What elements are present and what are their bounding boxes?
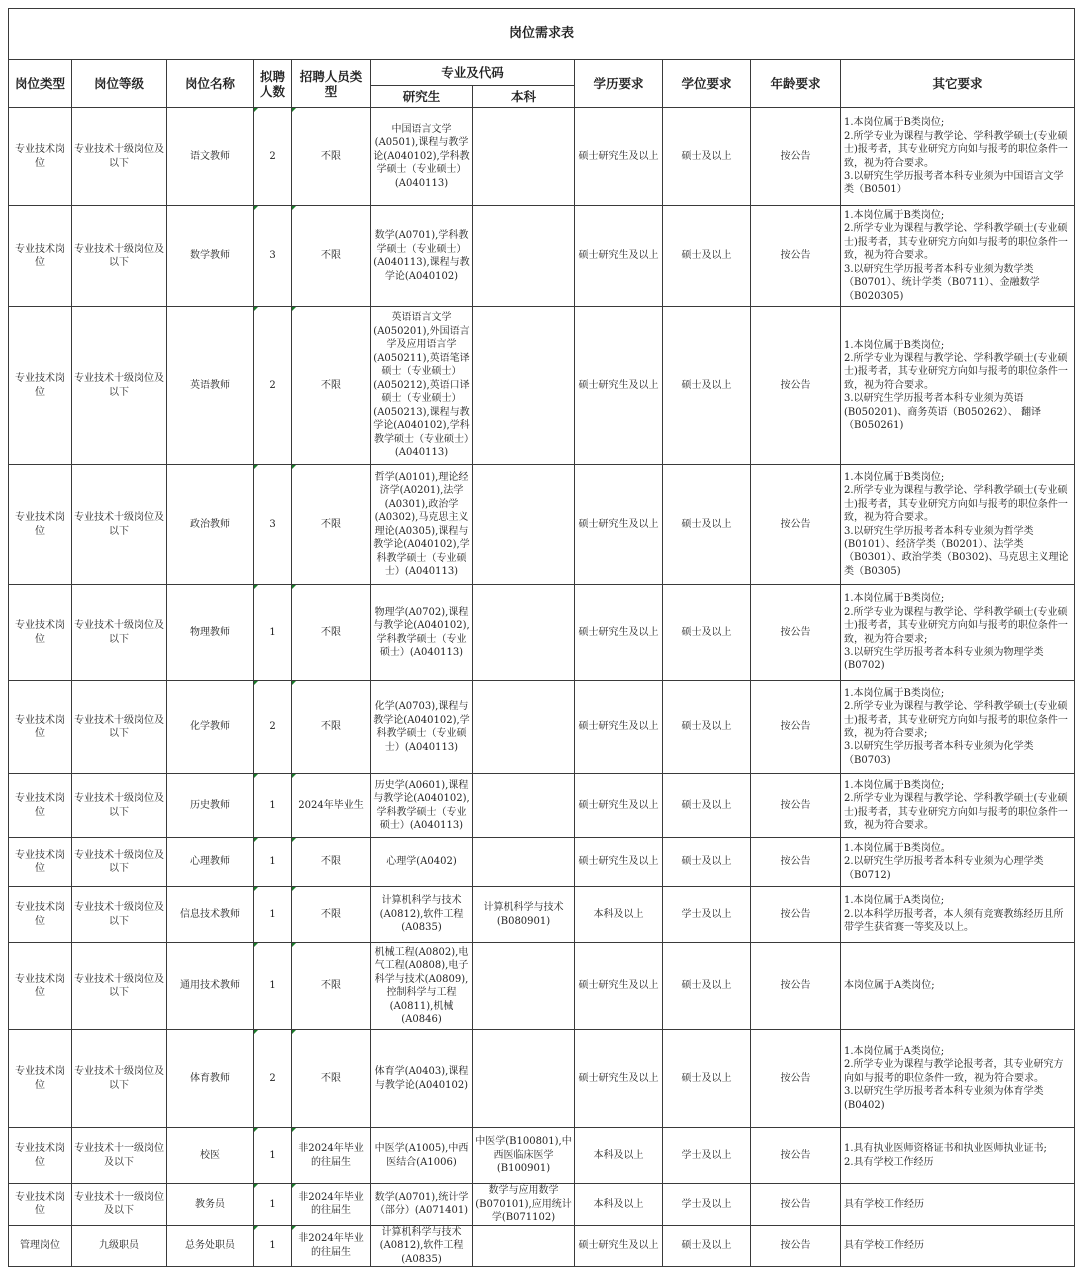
cell-count: 1 (254, 1184, 292, 1226)
cell-education: 硕士研究生及以上 (575, 774, 663, 838)
cell-other: 1.本岗位属于B类岗位; 2.所学专业为课程与教学论、学科教学硕士(专业硕士)报考者，其专业研究方向如与报考的职位条件一致，视为符合要求。 3.以研究生学历报考者本科专业须为数学类（B0701）、统计学类（B0711）、金融数学（B020305) (841, 206, 1075, 307)
cell-level: 专业技术十级岗位及以下 (72, 774, 167, 838)
cell-type: 专业技术岗位 (9, 1128, 72, 1184)
header-education: 学历要求 (575, 60, 663, 108)
header-age: 年龄要求 (751, 60, 841, 108)
table-row (9, 1030, 1075, 1128)
cell-degree: 学士及以上 (663, 887, 751, 943)
header-undergrad: 本科 (473, 86, 575, 108)
cell-name: 英语教师 (167, 307, 254, 465)
cell-name: 历史教师 (167, 774, 254, 838)
table-title: 岗位需求表 (9, 9, 1075, 60)
cell-graduate-major: 哲学(A0101),理论经济学(A0201),法学(A0301),政治学(A0302),马克思主义理论(A0305),课程与教学论(A040102),学科教学硕士（专业硕士）(A040113) (371, 465, 473, 585)
cell-type: 专业技术岗位 (9, 887, 72, 943)
cell-age: 按公告 (751, 943, 841, 1030)
job-requirements-sheet (8, 8, 1074, 1267)
cell-age: 按公告 (751, 585, 841, 681)
cell-education: 硕士研究生及以上 (575, 1030, 663, 1128)
cell-education: 本科及以上 (575, 1128, 663, 1184)
cell-level: 专业技术十级岗位及以下 (72, 681, 167, 774)
cell-count: 1 (254, 943, 292, 1030)
cell-graduate-major: 物理学(A0702),课程与教学论(A040102),学科教学硕士（专业硕士）(A040113) (371, 585, 473, 681)
cell-degree: 硕士及以上 (663, 1030, 751, 1128)
cell-education: 硕士研究生及以上 (575, 838, 663, 887)
table-row (9, 1225, 1075, 1267)
cell-graduate-major: 历史学(A0601),课程与教学论(A040102),学科教学硕士（专业硕士）(A040113) (371, 774, 473, 838)
cell-undergrad-major (473, 465, 575, 585)
header-name: 岗位名称 (167, 60, 254, 108)
cell-graduate-major: 英语语言文学(A050201),外国语言学及应用语言学(A050211),英语笔译硕士（专业硕士）(A050212),英语口译硕士（专业硕士）(A050213),课程与教学论(A040102),学科教学硕士（专业硕士）(A040113) (371, 307, 473, 465)
cell-type: 专业技术岗位 (9, 1030, 72, 1128)
cell-degree: 硕士及以上 (663, 465, 751, 585)
cell-type: 专业技术岗位 (9, 838, 72, 887)
table-row (9, 774, 1075, 838)
cell-level: 专业技术十级岗位及以下 (72, 1030, 167, 1128)
cell-type: 专业技术岗位 (9, 1184, 72, 1226)
cell-count: 1 (254, 1225, 292, 1267)
cell-degree: 硕士及以上 (663, 681, 751, 774)
cell-education: 本科及以上 (575, 887, 663, 943)
header-category: 招聘人员类型 (292, 60, 371, 108)
cell-other: 1.本岗位属于A类岗位; 2.以本科学历报考者，本人须有竞赛教练经历且所带学生获省赛一等奖及以上。 (841, 887, 1075, 943)
cell-category: 不限 (292, 681, 371, 774)
cell-category: 不限 (292, 465, 371, 585)
cell-name: 体育教师 (167, 1030, 254, 1128)
cell-count: 2 (254, 307, 292, 465)
cell-level: 专业技术十级岗位及以下 (72, 943, 167, 1030)
cell-education: 硕士研究生及以上 (575, 307, 663, 465)
cell-category: 不限 (292, 206, 371, 307)
cell-category: 2024年毕业生 (292, 774, 371, 838)
cell-category: 非2024年毕业的往届生 (292, 1128, 371, 1184)
cell-level: 专业技术十级岗位及以下 (72, 206, 167, 307)
table-row (9, 585, 1075, 681)
cell-other: 1.本岗位属于B类岗位; 2.所学专业为课程与教学论、学科教学硕士(专业硕士)报考者，其专业研究方向如与报考的职位条件一致，视为符合要求; 3.以研究生学历报考者本科专业须为化学类（B0703) (841, 681, 1075, 774)
cell-age: 按公告 (751, 1030, 841, 1128)
cell-education: 本科及以上 (575, 1184, 663, 1226)
cell-undergrad-major (473, 774, 575, 838)
cell-other: 1.本岗位属于B类岗位; 2.所学专业为课程与教学论、学科教学硕士(专业硕士)报考者，其专业研究方向如与报考的职位条件一致，视为符合要求。 3.以研究生学历报考者本科专业须为哲学类(B0101）、经济学类（B0201）、法学类（B0301）、政治学类（B0302)、马克思主义理论类（B0305) (841, 465, 1075, 585)
cell-count: 1 (254, 585, 292, 681)
cell-undergrad-major (473, 585, 575, 681)
cell-count: 1 (254, 774, 292, 838)
header-major-group: 专业及代码 (371, 60, 575, 86)
cell-undergrad-major (473, 943, 575, 1030)
cell-type: 专业技术岗位 (9, 943, 72, 1030)
cell-degree: 硕士及以上 (663, 206, 751, 307)
cell-level: 专业技术十级岗位及以下 (72, 585, 167, 681)
cell-degree: 硕士及以上 (663, 307, 751, 465)
cell-graduate-major: 体育学(A0403),课程与教学论(A040102) (371, 1030, 473, 1128)
cell-education: 硕士研究生及以上 (575, 108, 663, 206)
cell-level: 专业技术十级岗位及以下 (72, 108, 167, 206)
cell-degree: 硕士及以上 (663, 108, 751, 206)
header-count: 拟聘人数 (254, 60, 292, 108)
header-graduate: 研究生 (371, 86, 473, 108)
cell-category: 非2024年毕业的往届生 (292, 1225, 371, 1267)
table-row (9, 1128, 1075, 1184)
cell-type: 专业技术岗位 (9, 108, 72, 206)
cell-age: 按公告 (751, 1184, 841, 1226)
cell-count: 2 (254, 681, 292, 774)
cell-undergrad-major: 中医学(B100801),中西医临床医学(B100901) (473, 1128, 575, 1184)
cell-degree: 学士及以上 (663, 1128, 751, 1184)
cell-level: 专业技术十级岗位及以下 (72, 887, 167, 943)
cell-level: 专业技术十级岗位及以下 (72, 465, 167, 585)
cell-other: 1.本岗位属于A类岗位; 2.所学专业为课程与教学论报考者，其专业研究方向如与报考的职位条件一致，视为符合要求。 3.以研究生学历报考者本科专业须为体育学类(B0402) (841, 1030, 1075, 1128)
cell-name: 数学教师 (167, 206, 254, 307)
table-row (9, 206, 1075, 307)
cell-graduate-major: 中国语言文学(A0501),课程与教学论(A040102),学科教学硕士（专业硕士）(A040113) (371, 108, 473, 206)
cell-other: 1.本岗位属于B类岗位; 2.所学专业为课程与教学论、学科教学硕士(专业硕士)报考者，其专业研究方向如与报考的职位条件一致，视为符合要求。 3.以研究生学历报考者本科专业须为中国语言文学类（B0501） (841, 108, 1075, 206)
cell-count: 1 (254, 887, 292, 943)
cell-name: 物理教师 (167, 585, 254, 681)
table-row (9, 307, 1075, 465)
cell-graduate-major: 心理学(A0402) (371, 838, 473, 887)
cell-undergrad-major (473, 1030, 575, 1128)
cell-category: 不限 (292, 585, 371, 681)
table-row (9, 108, 1075, 206)
cell-name: 心理教师 (167, 838, 254, 887)
cell-type: 专业技术岗位 (9, 206, 72, 307)
cell-category: 非2024年毕业的往届生 (292, 1184, 371, 1226)
cell-age: 按公告 (751, 887, 841, 943)
cell-name: 校医 (167, 1128, 254, 1184)
table-row (9, 465, 1075, 585)
cell-count: 3 (254, 465, 292, 585)
cell-count: 2 (254, 1030, 292, 1128)
cell-category: 不限 (292, 943, 371, 1030)
cell-undergrad-major (473, 681, 575, 774)
cell-level: 专业技术十级岗位及以下 (72, 307, 167, 465)
cell-count: 1 (254, 1128, 292, 1184)
table-row (9, 838, 1075, 887)
cell-age: 按公告 (751, 206, 841, 307)
cell-other: 具有学校工作经历 (841, 1225, 1075, 1267)
cell-education: 硕士研究生及以上 (575, 1225, 663, 1267)
cell-undergrad-major: 计算机科学与技术(B080901) (473, 887, 575, 943)
cell-type: 专业技术岗位 (9, 681, 72, 774)
cell-level: 专业技术十一级岗位及以下 (72, 1184, 167, 1226)
cell-graduate-major: 数学(A0701),统计学（部分）(A071401) (371, 1184, 473, 1226)
cell-other: 1.具有执业医师资格证书和执业医师执业证书; 2.具有学校工作经历 (841, 1128, 1075, 1184)
cell-age: 按公告 (751, 1225, 841, 1267)
cell-undergrad-major (473, 307, 575, 465)
cell-undergrad-major (473, 1225, 575, 1267)
cell-undergrad-major (473, 108, 575, 206)
cell-type: 管理岗位 (9, 1225, 72, 1267)
cell-degree: 硕士及以上 (663, 774, 751, 838)
cell-name: 通用技术教师 (167, 943, 254, 1030)
cell-undergrad-major (473, 206, 575, 307)
cell-other: 本岗位属于A类岗位; (841, 943, 1075, 1030)
cell-age: 按公告 (751, 307, 841, 465)
cell-name: 政治教师 (167, 465, 254, 585)
cell-graduate-major: 化学(A0703),课程与教学论(A040102),学科教学硕士（专业硕士）(A040113) (371, 681, 473, 774)
table-row (9, 887, 1075, 943)
cell-other: 1.本岗位属于B类岗位; 2.所学专业为课程与教学论、学科教学硕士(专业硕士)报考者，其专业研究方向如与报考的职位条件一致，视为符合要求; 3.以研究生学历报考者本科专业须为物理学类(B0702) (841, 585, 1075, 681)
table-row (9, 1184, 1075, 1226)
cell-graduate-major: 计算机科学与技术(A0812),软件工程(A0835) (371, 887, 473, 943)
cell-type: 专业技术岗位 (9, 774, 72, 838)
cell-education: 硕士研究生及以上 (575, 681, 663, 774)
cell-category: 不限 (292, 307, 371, 465)
cell-other: 1.本岗位属于B类岗位。 2.以研究生学历报考者本科专业须为心理学类（B0712) (841, 838, 1075, 887)
cell-education: 硕士研究生及以上 (575, 206, 663, 307)
cell-other: 具有学校工作经历 (841, 1184, 1075, 1226)
cell-degree: 硕士及以上 (663, 585, 751, 681)
header-level: 岗位等级 (72, 60, 167, 108)
cell-education: 硕士研究生及以上 (575, 943, 663, 1030)
cell-age: 按公告 (751, 681, 841, 774)
cell-undergrad-major (473, 838, 575, 887)
cell-age: 按公告 (751, 774, 841, 838)
cell-category: 不限 (292, 1030, 371, 1128)
cell-age: 按公告 (751, 465, 841, 585)
cell-undergrad-major: 数学与应用数学(B070101),应用统计学(B071102) (473, 1184, 575, 1226)
cell-name: 语文教师 (167, 108, 254, 206)
cell-degree: 学士及以上 (663, 1184, 751, 1226)
cell-type: 专业技术岗位 (9, 465, 72, 585)
cell-level: 九级职员 (72, 1225, 167, 1267)
cell-age: 按公告 (751, 108, 841, 206)
cell-degree: 硕士及以上 (663, 838, 751, 887)
table-row (9, 943, 1075, 1030)
cell-category: 不限 (292, 887, 371, 943)
cell-education: 硕士研究生及以上 (575, 585, 663, 681)
cell-name: 信息技术教师 (167, 887, 254, 943)
cell-category: 不限 (292, 838, 371, 887)
cell-graduate-major: 机械工程(A0802),电气工程(A0808),电子科学与技术(A0809),控制科学与工程(A0811),机械(A0846) (371, 943, 473, 1030)
cell-graduate-major: 计算机科学与技术(A0812),软件工程(A0835) (371, 1225, 473, 1267)
table-row (9, 681, 1075, 774)
cell-age: 按公告 (751, 1128, 841, 1184)
cell-other: 1.本岗位属于B类岗位; 2.所学专业为课程与教学论、学科教学硕士(专业硕士)报考者，其专业研究方向如与报考的职位条件一致，视为符合要求。 (841, 774, 1075, 838)
cell-type: 专业技术岗位 (9, 585, 72, 681)
cell-count: 3 (254, 206, 292, 307)
cell-type: 专业技术岗位 (9, 307, 72, 465)
cell-graduate-major: 数学(A0701),学科教学硕士（专业硕士）(A040113),课程与教学论(A040102) (371, 206, 473, 307)
cell-education: 硕士研究生及以上 (575, 465, 663, 585)
cell-age: 按公告 (751, 838, 841, 887)
cell-other: 1.本岗位属于B类岗位; 2.所学专业为课程与教学论、学科教学硕士(专业硕士)报考者，其专业研究方向如与报考的职位条件一致，视为符合要求。 3.以研究生学历报考者本科专业须为英语(B050201)、商务英语（B050262）、 翻译（B050261) (841, 307, 1075, 465)
cell-degree: 硕士及以上 (663, 1225, 751, 1267)
cell-name: 总务处职员 (167, 1225, 254, 1267)
cell-level: 专业技术十一级岗位及以下 (72, 1128, 167, 1184)
cell-category: 不限 (292, 108, 371, 206)
cell-name: 化学教师 (167, 681, 254, 774)
header-type: 岗位类型 (9, 60, 72, 108)
cell-count: 2 (254, 108, 292, 206)
cell-level: 专业技术十级岗位及以下 (72, 838, 167, 887)
cell-count: 1 (254, 838, 292, 887)
cell-name: 教务员 (167, 1184, 254, 1226)
cell-degree: 硕士及以上 (663, 943, 751, 1030)
header-other: 其它要求 (841, 60, 1075, 108)
header-degree: 学位要求 (663, 60, 751, 108)
cell-graduate-major: 中医学(A1005),中西医结合(A1006) (371, 1128, 473, 1184)
job-requirements-table (8, 8, 1075, 1267)
